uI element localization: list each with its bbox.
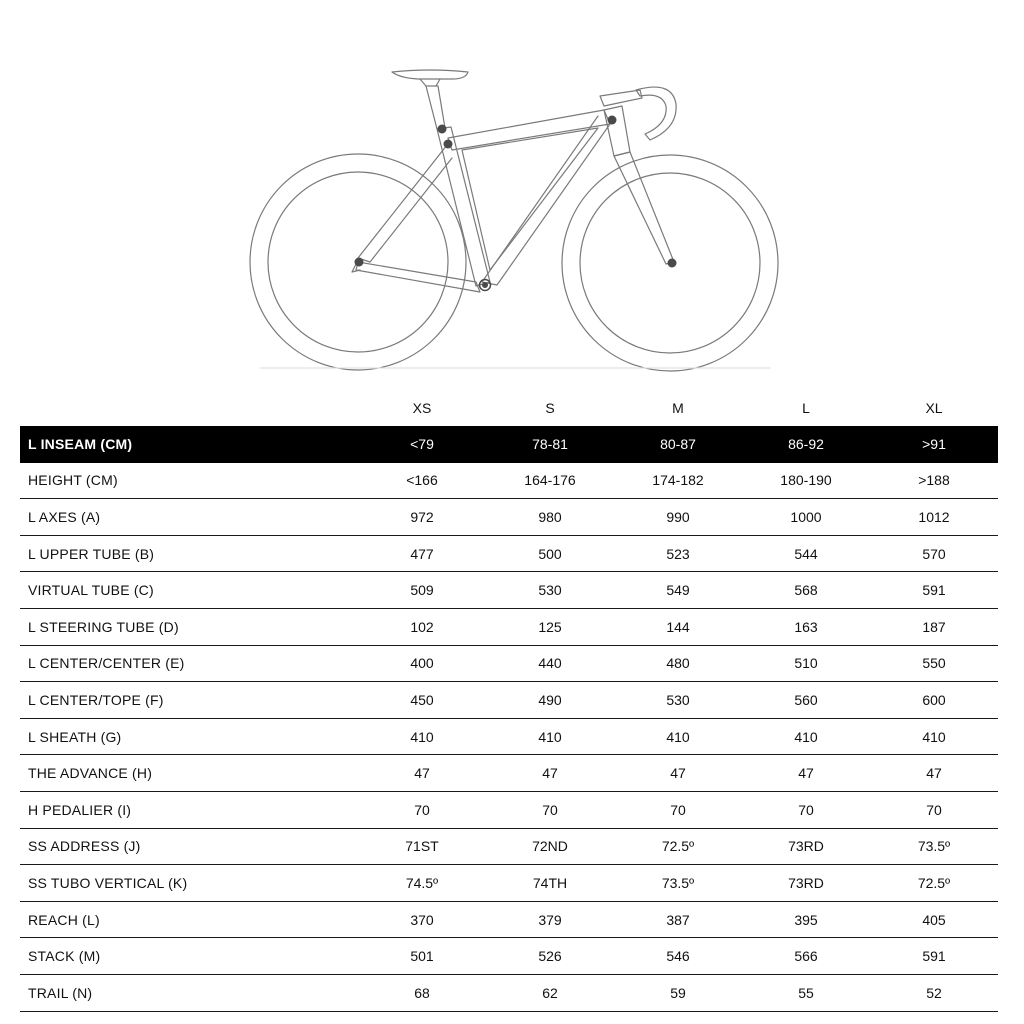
row-value: 71ST <box>358 828 486 865</box>
row-value: >91 <box>870 426 998 462</box>
row-label: STACK (M) <box>20 938 358 975</box>
row-value: 73.5º <box>870 828 998 865</box>
row-label: L STEERING TUBE (D) <box>20 608 358 645</box>
row-value: 180-190 <box>742 462 870 499</box>
rear-axle-point <box>355 258 364 267</box>
row-value: 440 <box>486 645 614 682</box>
row-value: 86-92 <box>742 426 870 462</box>
row-value: 477 <box>358 535 486 572</box>
geometry-table <box>20 390 998 1012</box>
row-value: 1012 <box>870 499 998 536</box>
row-value: 73.5º <box>614 865 742 902</box>
row-value: 490 <box>486 682 614 719</box>
table-row <box>20 682 998 719</box>
front-triangle-inner <box>462 128 598 270</box>
row-value: 990 <box>614 499 742 536</box>
row-value: 73RD <box>742 865 870 902</box>
row-label: HEIGHT (CM) <box>20 462 358 499</box>
row-value: <79 <box>358 426 486 462</box>
row-value: 47 <box>486 755 614 792</box>
row-label: L INSEAM (CM) <box>20 426 358 462</box>
row-label: TRAIL (N) <box>20 974 358 1011</box>
size-header-row <box>20 390 998 426</box>
saddle <box>392 70 468 79</box>
row-value: 52 <box>870 974 998 1011</box>
row-label: SS TUBO VERTICAL (K) <box>20 865 358 902</box>
row-value: 70 <box>486 791 614 828</box>
row-value: 523 <box>614 535 742 572</box>
row-value: 370 <box>358 901 486 938</box>
front-axle-point <box>668 259 677 268</box>
size-header-l: L <box>802 400 810 416</box>
row-value: 480 <box>614 645 742 682</box>
row-value: 62 <box>486 974 614 1011</box>
table-row <box>20 572 998 609</box>
row-value: 410 <box>358 718 486 755</box>
row-value: 980 <box>486 499 614 536</box>
row-value: 70 <box>358 791 486 828</box>
head-tube-point <box>608 116 617 125</box>
row-value: 163 <box>742 608 870 645</box>
row-value: 74.5º <box>358 865 486 902</box>
row-value: 972 <box>358 499 486 536</box>
row-value: 80-87 <box>614 426 742 462</box>
row-value: <166 <box>358 462 486 499</box>
row-value: 568 <box>742 572 870 609</box>
row-value: 509 <box>358 572 486 609</box>
row-value: 187 <box>870 608 998 645</box>
header-corner <box>20 390 358 426</box>
row-value: 74TH <box>486 865 614 902</box>
geometry-table-body <box>20 426 998 1011</box>
row-value: 405 <box>870 901 998 938</box>
row-value: 400 <box>358 645 486 682</box>
row-value: 510 <box>742 645 870 682</box>
table-row <box>20 535 998 572</box>
row-value: 72.5º <box>614 828 742 865</box>
row-value: 47 <box>614 755 742 792</box>
seat-stay <box>358 145 452 262</box>
row-value: 125 <box>486 608 614 645</box>
row-value: 560 <box>742 682 870 719</box>
row-value: 70 <box>614 791 742 828</box>
row-label: SS ADDRESS (J) <box>20 828 358 865</box>
seat-tube <box>437 127 490 286</box>
row-value: 47 <box>742 755 870 792</box>
table-row <box>20 828 998 865</box>
row-label: L CENTER/TOPE (F) <box>20 682 358 719</box>
seatpost-point <box>438 125 447 134</box>
handlebar <box>636 87 676 140</box>
row-value: 72ND <box>486 828 614 865</box>
row-label: REACH (L) <box>20 901 358 938</box>
row-value: >188 <box>870 462 998 499</box>
row-value: 73RD <box>742 828 870 865</box>
chain-stay <box>356 262 480 292</box>
fork <box>614 152 674 264</box>
seatpost <box>426 86 445 129</box>
row-value: 530 <box>486 572 614 609</box>
table-row <box>20 974 998 1011</box>
row-value: 55 <box>742 974 870 1011</box>
row-value: 544 <box>742 535 870 572</box>
row-value: 72.5º <box>870 865 998 902</box>
table-row <box>20 426 998 462</box>
row-value: 566 <box>742 938 870 975</box>
row-value: 501 <box>358 938 486 975</box>
head-tube <box>604 106 630 156</box>
row-value: 591 <box>870 572 998 609</box>
row-value: 410 <box>614 718 742 755</box>
row-value: 410 <box>742 718 870 755</box>
row-value: 550 <box>870 645 998 682</box>
row-value: 379 <box>486 901 614 938</box>
table-row <box>20 755 998 792</box>
stem <box>600 90 642 106</box>
table-row <box>20 901 998 938</box>
row-label: THE ADVANCE (H) <box>20 755 358 792</box>
row-value: 68 <box>358 974 486 1011</box>
row-value: 102 <box>358 608 486 645</box>
size-header-xs: XS <box>412 400 432 416</box>
row-value: 395 <box>742 901 870 938</box>
row-value: 410 <box>870 718 998 755</box>
row-value: 526 <box>486 938 614 975</box>
row-label: L CENTER/CENTER (E) <box>20 645 358 682</box>
table-row <box>20 499 998 536</box>
row-label: L UPPER TUBE (B) <box>20 535 358 572</box>
row-label: L SHEATH (G) <box>20 718 358 755</box>
row-value: 144 <box>614 608 742 645</box>
row-value: 174-182 <box>614 462 742 499</box>
table-row <box>20 608 998 645</box>
row-value: 549 <box>614 572 742 609</box>
row-value: 70 <box>870 791 998 828</box>
bottom-bracket-point <box>482 282 488 288</box>
row-value: 600 <box>870 682 998 719</box>
row-label: H PEDALIER (I) <box>20 791 358 828</box>
row-value: 78-81 <box>486 426 614 462</box>
row-value: 1000 <box>742 499 870 536</box>
table-row <box>20 462 998 499</box>
table-row <box>20 645 998 682</box>
row-value: 530 <box>614 682 742 719</box>
row-value: 47 <box>870 755 998 792</box>
row-value: 70 <box>742 791 870 828</box>
row-label: VIRTUAL TUBE (C) <box>20 572 358 609</box>
row-value: 591 <box>870 938 998 975</box>
size-header-xl: XL <box>925 400 943 416</box>
row-value: 570 <box>870 535 998 572</box>
row-value: 387 <box>614 901 742 938</box>
row-value: 450 <box>358 682 486 719</box>
table-row <box>20 718 998 755</box>
row-value: 164-176 <box>486 462 614 499</box>
size-header-s: S <box>545 400 555 416</box>
seat-cluster-point <box>444 140 453 149</box>
table-row <box>20 938 998 975</box>
row-value: 546 <box>614 938 742 975</box>
bike-geometry-illustration <box>240 60 785 375</box>
table-row <box>20 865 998 902</box>
row-value: 59 <box>614 974 742 1011</box>
row-label: L AXES (A) <box>20 499 358 536</box>
row-value: 500 <box>486 535 614 572</box>
row-value: 410 <box>486 718 614 755</box>
row-value: 47 <box>358 755 486 792</box>
size-header-m: M <box>672 400 684 416</box>
table-row <box>20 791 998 828</box>
bike-icon <box>240 60 785 375</box>
